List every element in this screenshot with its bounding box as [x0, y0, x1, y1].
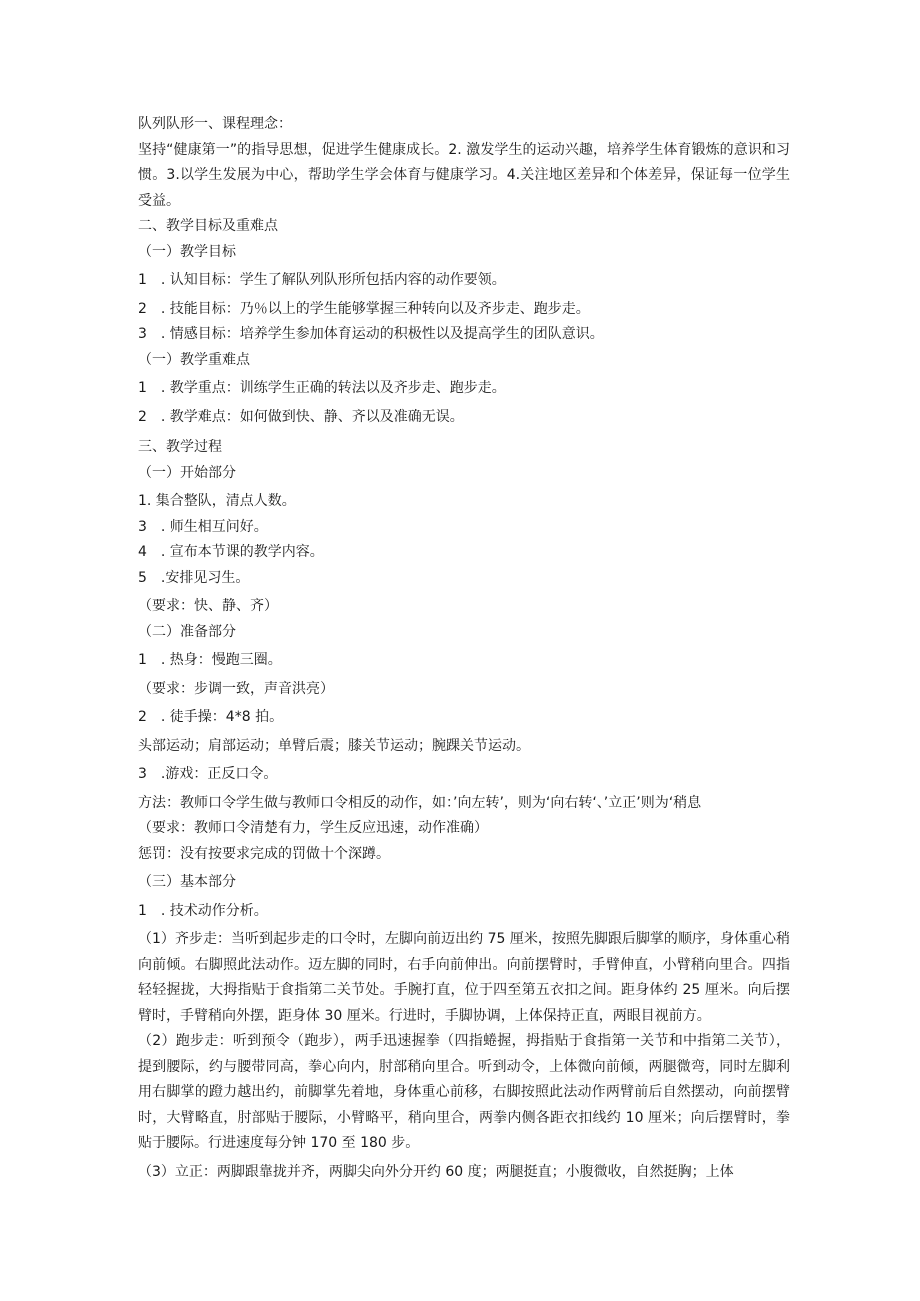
list-item-cognitive-goal: 1 . 认知目标：学生了解队列队形所包括内容的动作要领。	[138, 272, 506, 288]
section-heading-process: 三、教学过程	[138, 439, 222, 455]
list-item-game: 3 .游戏：正反口令。	[138, 766, 278, 782]
list-item-announce: 4 . 宣布本节课的教学内容。	[138, 544, 324, 560]
paragraph-quick-march: （1）齐步走：当听到起步走的口令时，左脚向前迈出约 75 厘米，按照先脚跟后脚掌的顺序，身体重心稍向前倾。右脚照此法动作。迈左脚的同时，右手向前伸出。向前摆臂时，手臂伸直，小臂稍向里合。四指轻轻握拢，大拇指贴于食指第二关节处。手腕打直，位于四至第五衣扣之间。距身体约 25 厘米。向后摆臂时，手臂稍向外摆，距身体 30 厘米。行进时，手脚协调，上体保持正直，两眼目视前方。	[138, 931, 790, 1024]
game-method: 方法：教师口令学生做与教师口令相反的动作，如：’向左转’，则为‘向右转‘、’立正’则为‘稍息	[138, 794, 702, 811]
list-item-technique-analysis: 1 . 技术动作分析。	[138, 902, 268, 919]
paragraph-course-philosophy: 坚持“健康第一”的指导思想，促进学生健康成长。2. 激发学生的运动兴趣，培养学生体育锻炼的意识和习惯。3.以学生发展为中心，帮助学生学会体育与健康学习。4.关注地区差异和个体差异，保证每一位学生受益。	[138, 141, 790, 209]
list-item-jogging: 1 . 热身：慢跑三圈。	[138, 652, 282, 668]
subsection-heading-opening: （一）开始部分	[138, 464, 236, 481]
subsection-heading-warmup: （二）准备部分	[138, 623, 236, 640]
exercise-list: 头部运动；肩部运动；单臂后震；膝关节运动；腕踝关节运动。	[138, 737, 530, 754]
list-item-observers: 5 .安排见习生。	[138, 569, 250, 586]
list-item-skill-goal: 2 . 技能目标：乃％以上的学生能够掌握三种转向以及齐步走、跑步走。	[138, 300, 590, 317]
list-item-difficult-point: 2 . 教学难点：如何做到快、静、齐以及准确无误。	[138, 408, 464, 425]
requirement-note-opening: （要求：快、静、齐）	[138, 598, 278, 614]
list-item-assemble: 1. 集合整队，清点人数。	[138, 493, 296, 509]
penalty-note: 惩罚：没有按要求完成的罚做十个深蹲。	[138, 845, 390, 862]
section-heading-objectives: 二、教学目标及重难点	[138, 218, 278, 234]
subsection-heading-basic: （三）基本部分	[138, 874, 236, 890]
list-item-freehand-exercise: 2 . 徒手操：4*8 拍。	[138, 709, 284, 725]
requirement-note-jogging: （要求：步调一致，声音洪亮）	[138, 680, 334, 697]
list-item-greeting: 3 . 师生相互问好。	[138, 518, 268, 535]
subsection-heading-teaching-goals: （一）教学目标	[138, 243, 236, 260]
document-body	[138, 112, 790, 1185]
paragraph-double-time: （2）跑步走：听到预令（跑步），两手迅速握拳（四指蜷握，拇指贴于食指第一关节和中指第二关节），提到腰际，约与腰带同高，拳心向内，肘部稍向里合。听到动令，上体微向前倾，两腿微弯，同时左脚利用右脚掌的蹬力越出约，前脚掌先着地，身体重心前移，右脚按照此法动作两臂前后自然摆动，向前摆臂时，大臂略直，肘部贴于腰际，小臂略平，稍向里合，两拳内侧各距衣扣线约 10 厘米；向后摆臂时，拳贴于腰际。行进速度每分钟 170 至 180 步。	[138, 1033, 790, 1151]
requirement-note-game: （要求：教师口令清楚有力，学生反应迅速，动作准确）	[138, 820, 488, 836]
list-item-emotional-goal: 3 . 情感目标：培养学生参加体育运动的积极性以及提高学生的团队意识。	[138, 326, 604, 342]
subsection-heading-key-points: （一）教学重难点	[138, 351, 250, 368]
paragraph-attention: （3）立正：两脚跟靠拢并齐，两脚尖向外分开约 60 度；两腿挺直；小腹微收，自然挺胸；上体	[138, 1163, 734, 1180]
title-line: 队列队形一、课程理念：	[138, 116, 292, 132]
list-item-key-point: 1 . 教学重点：训练学生正确的转法以及齐步走、跑步走。	[138, 380, 506, 396]
